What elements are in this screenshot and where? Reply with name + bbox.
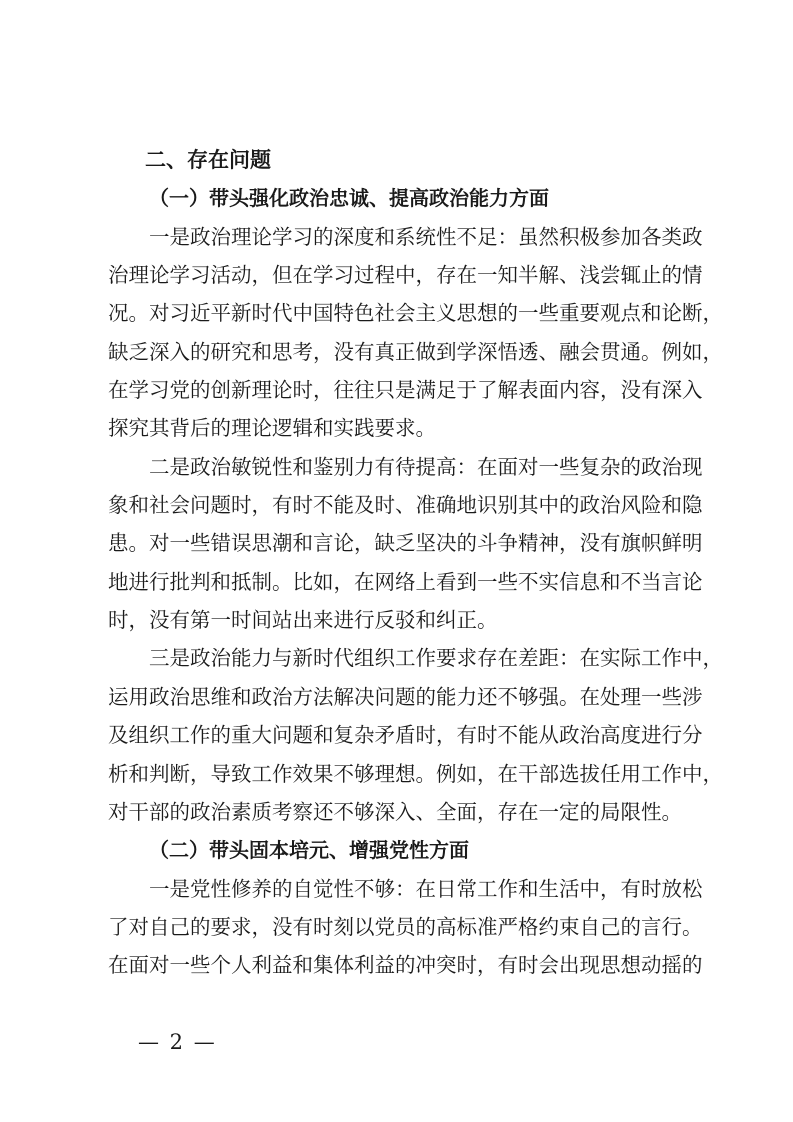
text-line: 地进行批判和抵制。比如，在网络上看到一些不实信息和不当言论 (108, 569, 703, 594)
text-line: 况。对习近平新时代中国特色社会主义思想的一些重要观点和论断， (108, 301, 723, 326)
text-line: 析和判断，导致工作效果不够理想。例如，在干部选拔任用工作中， (108, 761, 723, 786)
document-body (108, 141, 723, 985)
text-line: 在面对一些个人利益和集体利益的冲突时，有时会出现思想动摇的 (108, 953, 703, 978)
subsection-heading-2: （二）带头固本培元、增强党性方面 (149, 838, 469, 863)
text-line: 治理论学习活动，但在学习过程中，存在一知半解、浅尝辄止的情 (108, 263, 703, 288)
text-line: 一是政治理论学习的深度和系统性不足：虽然积极参加各类政 (149, 224, 703, 249)
text-line: 在学习党的创新理论时，往往只是满足于了解表面内容，没有深入 (108, 378, 703, 403)
text-line: 时，没有第一时间站出来进行反驳和纠正。 (108, 608, 498, 633)
text-line: 三是政治能力与新时代组织工作要求存在差距：在实际工作中， (149, 646, 723, 671)
text-line: 运用政治思维和政治方法解决问题的能力还不够强。在处理一些涉 (108, 684, 703, 709)
section-title: 二、存在问题 (145, 148, 271, 172)
paragraph-3 (108, 639, 723, 831)
paragraph-1 (108, 218, 723, 448)
paragraph-4 (108, 870, 703, 985)
text-line: 对干部的政治素质考察还不够深入、全面，存在一定的局限性。 (108, 799, 682, 824)
text-line: 患。对一些错误思潮和言论，缺乏坚决的斗争精神，没有旗帜鲜明 (108, 531, 703, 556)
paragraph-2 (108, 448, 703, 640)
text-line: 及组织工作的重大问题和复杂矛盾时，有时不能从政治高度进行分 (108, 723, 703, 748)
text-line: 了对自己的要求，没有时刻以党员的高标准严格约束自己的言行。 (108, 914, 703, 939)
subsection-heading-1: （一）带头强化政治忠诚、提高政治能力方面 (149, 186, 549, 211)
text-line: 一是党性修养的自觉性不够：在日常工作和生活中，有时放松 (149, 876, 703, 901)
text-line: 缺乏深入的研究和思考，没有真正做到学深悟透、融会贯通。例如， (108, 339, 723, 364)
text-line: 探究其背后的理论逻辑和实践要求。 (108, 416, 436, 441)
text-line: 二是政治敏锐性和鉴别力有待提高：在面对一些复杂的政治现 (149, 454, 703, 479)
text-line: 象和社会问题时，有时不能及时、准确地识别其中的政治风险和隐 (108, 493, 703, 518)
page-number: — 2 — (138, 1030, 217, 1054)
